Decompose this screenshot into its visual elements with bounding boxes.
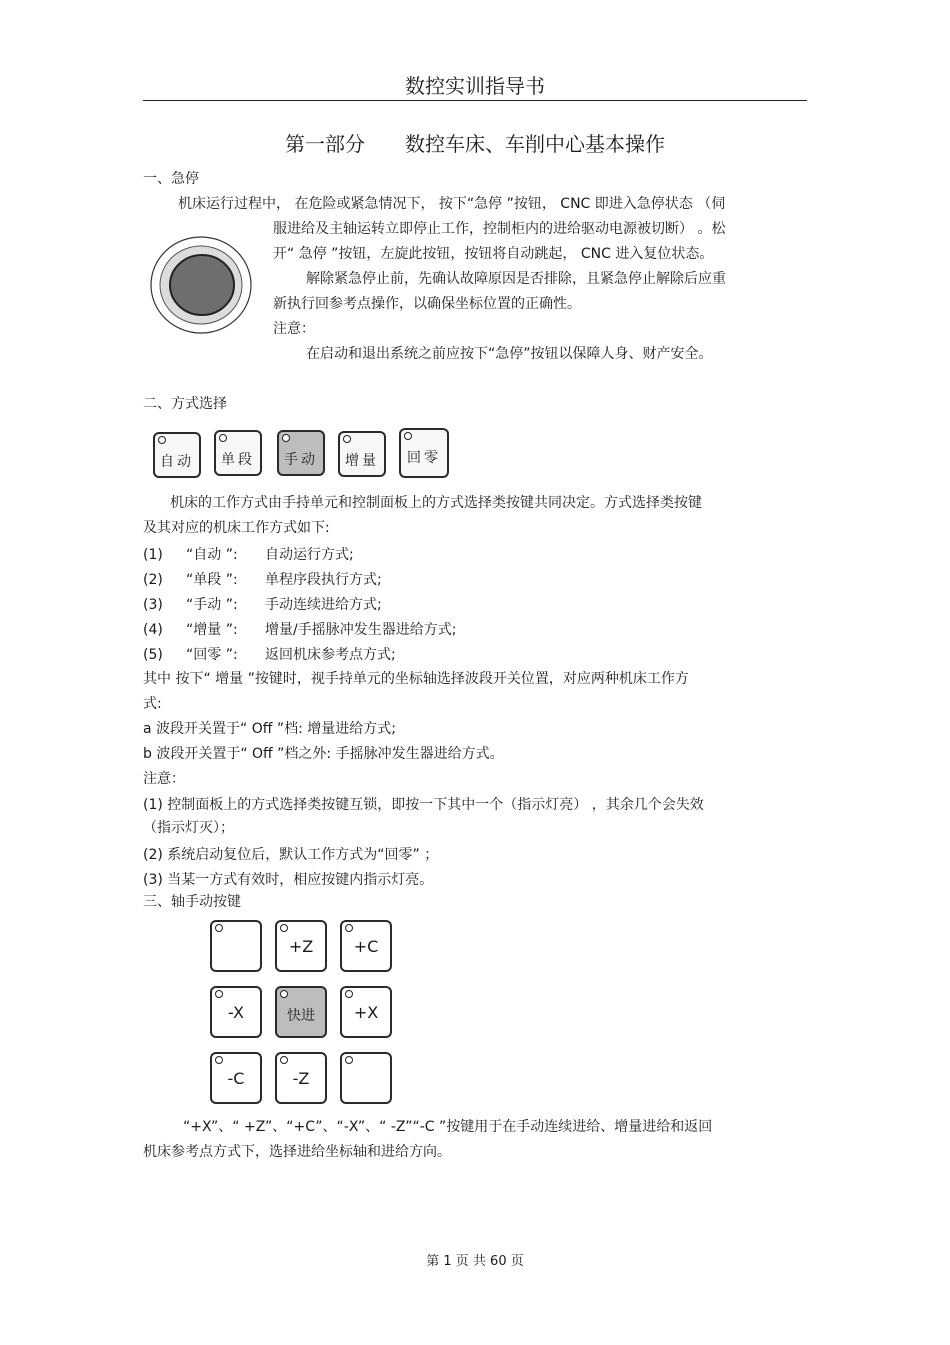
list-key: “增量 ”: <box>186 622 238 638</box>
mode-key-label: 增量 <box>345 453 379 469</box>
section2-extra-2: 式: <box>143 696 162 712</box>
list-key: “回零 ”: <box>186 647 238 663</box>
section2-intro-2: 及其对应的机床工作方式如下: <box>143 520 330 536</box>
axis-key-label: +X <box>353 1003 379 1022</box>
header-rule <box>143 100 807 101</box>
section1-line-4: 解除紧急停止前，先确认故障原因是否排除，且紧急停止解除后应重 <box>306 271 726 287</box>
section1-note-label: 注意： <box>273 321 315 337</box>
part-subject: 数控车床、车削中心基本操作 <box>405 132 665 156</box>
axis-key-label: +C <box>353 937 379 956</box>
section1-line-1: 机床运行过程中， 在危险或紧急情况下， 按下“急停 ”按钮， CNC 即进入急停状态 （伺 <box>178 196 726 212</box>
indicator-led-icon <box>219 434 227 442</box>
part-label: 第一部分 <box>285 132 365 156</box>
mode-list-item <box>143 646 396 664</box>
indicator-led-icon <box>215 1056 223 1064</box>
mode-key-home[interactable] <box>399 428 449 478</box>
axis-key-minus-z[interactable] <box>275 1052 327 1104</box>
axis-key-plus-c[interactable] <box>340 920 392 972</box>
list-number: (5) <box>143 647 163 663</box>
section2-extra-3: a 波段开关置于“ Off ”档: 增量进给方式; <box>143 721 396 737</box>
section2-note-1-cont: （指示灯灭）； <box>143 820 234 836</box>
section2-heading: 二、方式选择 <box>143 396 227 412</box>
axis-key-label: +Z <box>288 937 314 956</box>
indicator-led-icon <box>280 990 288 998</box>
list-number: (4) <box>143 622 163 638</box>
axis-key-label: -C <box>227 1069 245 1088</box>
section1-line-5: 新执行回参考点操作，以确保坐标位置的正确性。 <box>273 296 581 312</box>
axis-key-blank[interactable] <box>210 920 262 972</box>
axis-key-rapid[interactable] <box>275 986 327 1038</box>
axis-key-blank[interactable] <box>340 1052 392 1104</box>
list-key: “自动 ”: <box>186 547 238 563</box>
list-number: (1) <box>143 547 163 563</box>
header-title: 数控实训指导书 <box>405 74 545 98</box>
section3-heading: 三、轴手动按键 <box>143 894 241 910</box>
mode-list-item <box>143 546 354 564</box>
mode-key-label: 手动 <box>284 452 318 468</box>
list-desc: 手动连续进给方式; <box>265 597 382 613</box>
indicator-led-icon <box>404 432 412 440</box>
mode-key-label: 回零 <box>407 450 441 466</box>
section2-note-label: 注意： <box>143 771 185 787</box>
indicator-led-icon <box>280 924 288 932</box>
axis-key-label: -Z <box>292 1069 310 1088</box>
list-desc: 自动运行方式; <box>265 547 354 563</box>
section1-heading: 一、急停 <box>143 171 199 187</box>
list-number: (2) <box>143 572 163 588</box>
axis-key-label: -X <box>228 1003 244 1022</box>
indicator-led-icon <box>345 924 353 932</box>
mode-key-increment[interactable] <box>338 431 386 477</box>
indicator-led-icon <box>215 924 223 932</box>
emergency-stop-button-illustration <box>150 235 252 335</box>
indicator-led-icon <box>280 1056 288 1064</box>
section3-desc-1: “+X”、“ +Z”、“+C”、“-X”、“ -Z”“-C ”按键用于在手动连续进给、增量进给和返回 <box>183 1119 713 1135</box>
list-desc: 增量/手摇脉冲发生器进给方式; <box>265 622 457 638</box>
list-key: “单段 ”: <box>186 572 238 588</box>
section2-note-1: (1) 控制面板上的方式选择类按键互锁，即按一下其中一个（指示灯亮） ，其余几个会失效 <box>143 797 704 813</box>
indicator-led-icon <box>282 434 290 442</box>
mode-key-single-block[interactable] <box>214 430 262 476</box>
list-desc: 单程序段执行方式; <box>265 572 382 588</box>
indicator-led-icon <box>345 990 353 998</box>
list-key: “手动 ”: <box>186 597 238 613</box>
page-number: 第 1 页 共 60 页 <box>426 1254 524 1269</box>
mode-key-auto[interactable] <box>153 432 201 478</box>
list-number: (3) <box>143 597 163 613</box>
section3-desc-2: 机床参考点方式下，选择进给坐标轴和进给方向。 <box>143 1144 451 1160</box>
axis-key-plus-x[interactable] <box>340 986 392 1038</box>
section2-extra-1: 其中 按下“ 增量 ”按键时，视手持单元的坐标轴选择波段开关位置，对应两种机床工作方 <box>143 671 689 687</box>
axis-key-minus-x[interactable] <box>210 986 262 1038</box>
axis-key-minus-c[interactable] <box>210 1052 262 1104</box>
mode-list-item <box>143 621 456 639</box>
mode-list-item <box>143 596 382 614</box>
list-desc: 返回机床参考点方式; <box>265 647 396 663</box>
mode-list-item <box>143 571 382 589</box>
section1-line-3: 开“ 急停 ”按钮，左旋此按钮，按钮将自动跳起， CNC 进入复位状态。 <box>273 246 714 262</box>
section2-note-2: (2) 系统启动复位后，默认工作方式为“回零” ； <box>143 847 439 863</box>
section1-note-text: 在启动和退出系统之前应按下“急停”按钮以保障人身、财产安全。 <box>306 346 713 362</box>
mode-key-label: 单段 <box>221 452 255 468</box>
mode-key-label: 自动 <box>160 454 194 470</box>
axis-key-plus-z[interactable] <box>275 920 327 972</box>
indicator-led-icon <box>345 1056 353 1064</box>
indicator-led-icon <box>215 990 223 998</box>
mode-key-manual[interactable] <box>277 430 325 476</box>
section2-intro-1: 机床的工作方式由手持单元和控制面板上的方式选择类按键共同决定。方式选择类按键 <box>170 495 702 511</box>
section2-extra-4: b 波段开关置于“ Off ”档之外: 手摇脉冲发生器进给方式。 <box>143 746 504 762</box>
indicator-led-icon <box>158 436 166 444</box>
indicator-led-icon <box>343 435 351 443</box>
axis-key-label: 快进 <box>287 1008 315 1024</box>
part-title <box>0 128 950 157</box>
section1-line-2: 服进给及主轴运转立即停止工作，控制柜内的进给驱动电源被切断） 。松 <box>273 221 726 237</box>
section2-note-3: (3) 当某一方式有效时，相应按键内指示灯亮。 <box>143 872 434 888</box>
